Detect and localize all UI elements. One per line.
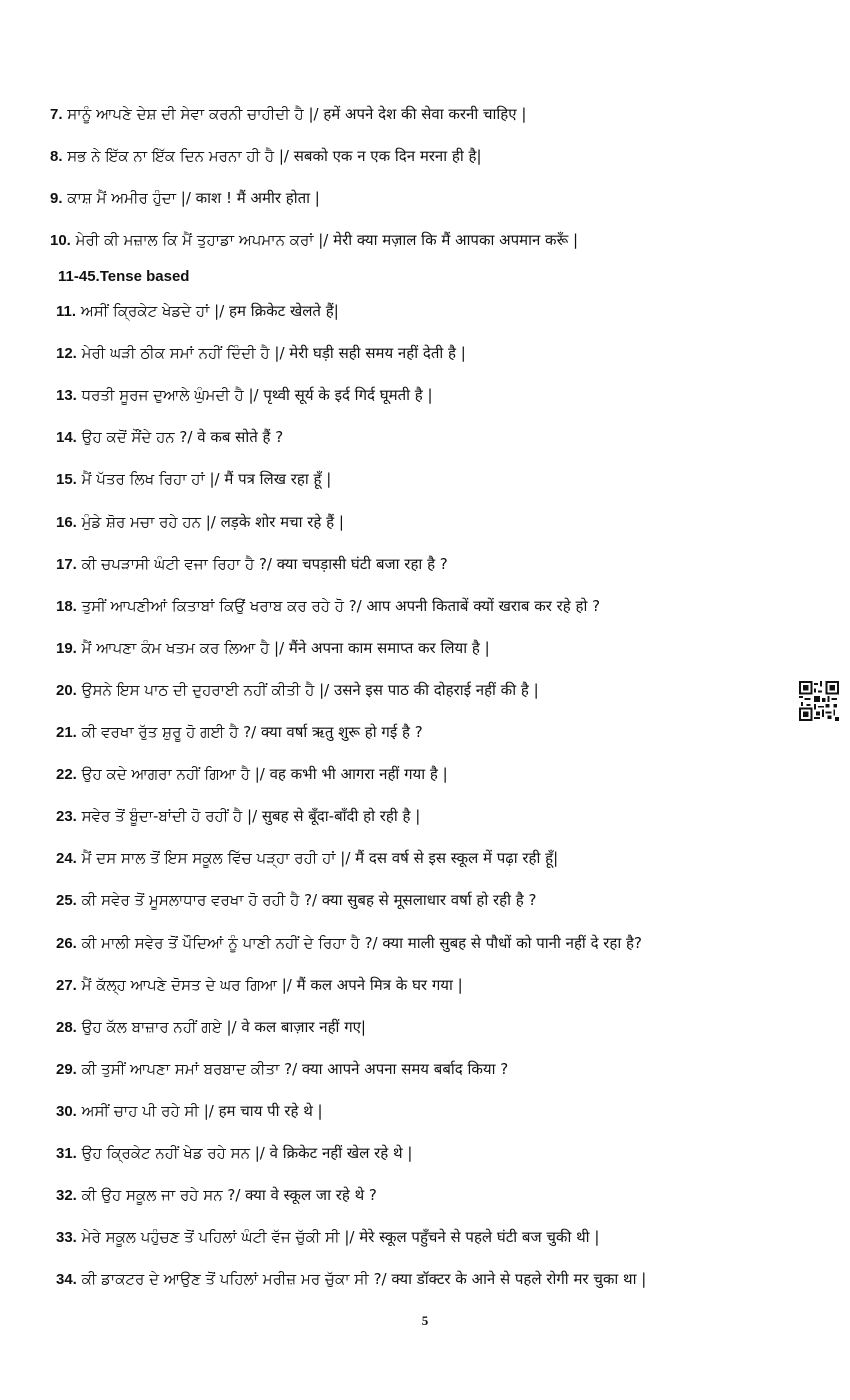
sentence-text: ਉਹ ਕੱਲ ਬਾਜ਼ਾਰ ਨਹੀਂ ਗਏ |/ वे कल बाज़ार नहीं गए| [81,1018,366,1036]
sentence-text: ਕੀ ਮਾਲੀ ਸਵੇਰ ਤੋਂ ਪੌਦਿਆਂ ਨੂੰ ਪਾਣੀ ਨਹੀਂ ਦੇ ਰਿਹਾ ਹੈ ?/ क्या माली सुबह से पौधों को पानी नहीं दे रहा है? [81,934,642,952]
sentence-line [56,806,790,827]
sentence-number: 11. [56,303,77,320]
sentence-line [56,933,790,954]
sentence-text: ਮੈਂ ਦਸ ਸਾਲ ਤੋਂ ਇਸ ਸਕੂਲ ਵਿੱਚ ਪੜ੍ਹਾ ਰਹੀ ਹਾਂ |/ मैं दस वर्ष से इस स्कूल में पढ़ा रही हूँ| [81,849,559,867]
sentence-line [56,680,790,701]
sentence-line [56,512,790,533]
sentence-line [56,1017,790,1038]
sentence-line [56,343,790,364]
sentence-number: 19. [56,640,77,657]
sentence-number: 33. [56,1229,77,1246]
sentence-line [50,188,790,209]
sentence-number: 24. [56,850,77,867]
sentence-text: ਸਾਨੂੰ ਆਪਣੇ ਦੇਸ਼ ਦੀ ਸੇਵਾ ਕਰਨੀ ਚਾਹੀਦੀ ਹੈ |/ हमें अपने देश की सेवा करनी चाहिए | [67,105,527,123]
sentence-line [56,427,790,448]
sentence-line [56,1143,790,1164]
sentence-text: ਉਹ ਕਦੇ ਆਗਰਾ ਨਹੀਂ ਗਿਆ ਹੈ |/ वह कभी भी आगरा नहीं गया है | [81,765,448,783]
sentence-number: 20. [56,682,77,699]
sentence-line [56,301,790,322]
sentence-text: ਕੀ ਤੁਸੀਂ ਆਪਣਾ ਸਮਾਂ ਬਰਬਾਦ ਕੀਤਾ ?/ क्या आपने अपना समय बर्बाद किया ? [81,1060,509,1078]
sentence-text: ਮੈਂ ਆਪਣਾ ਕੰਮ ਖਤਮ ਕਰ ਲਿਆ ਹੈ |/ मैंने अपना काम समाप्त कर लिया है | [81,639,490,657]
sentence-text: ਮੇਰੀ ਕੀ ਮਜ਼ਾਲ ਕਿ ਮੈਂ ਤੁਹਾਡਾ ਅਪਮਾਨ ਕਰਾਂ |/ मेरी क्या मज़ाल कि मैं आपका अपमान करूँ | [75,231,579,249]
sentence-text: ਕੀ ਵਰਖਾ ਰੁੱਤ ਸ਼ੁਰੂ ਹੋ ਗਈ ਹੈ ?/ क्या वर्षा ऋतु शुरू हो गई है ? [81,723,423,741]
sentence-text: ਕੀ ਚਪੜਾਸੀ ਘੰਟੀ ਵਜਾ ਰਿਹਾ ਹੈ ?/ क्या चपड़ासी घंटी बजा रहा है ? [81,555,448,573]
sentence-number: 16. [56,514,77,531]
sentence-text: ਮੁੰਡੇ ਸ਼ੋਰ ਮਚਾ ਰਹੇ ਹਨ |/ लड़के शोर मचा रहे हैं | [81,513,344,531]
sentence-line [56,975,790,996]
sentence-number: 18. [56,598,77,615]
sentence-text: ਅਸੀਂ ਕ੍ਰਿਕੇਟ ਖੇਡਦੇ ਹਾਂ |/ हम क्रिकेट खेलते हैं| [80,302,339,320]
sentence-line [56,1185,790,1206]
sentence-line [50,104,790,125]
sentence-line [56,469,790,490]
sentence-line [56,1227,790,1248]
page-number: 5 [421,1313,429,1328]
sentence-text: ਤੁਸੀਂ ਆਪਣੀਆਂ ਕਿਤਾਬਾਂ ਕਿਉਂ ਖਰਾਬ ਕਰ ਰਹੇ ਹੋ ?/ आप अपनी किताबें क्यों खराब कर रहे हो ? [81,597,601,615]
sentence-text: ਮੈਂ ਕੱਲ੍ਹ ਆਪਣੇ ਦੋਸਤ ਦੇ ਘਰ ਗਿਆ |/ मैं कल अपने मित्र के घर गया | [81,976,463,994]
sentence-line [56,1101,790,1122]
sentence-number: 17. [56,556,77,573]
sentence-text: ਸਵੇਰ ਤੋਂ ਬੂੰਦਾ-ਬਾਂਦੀ ਹੋ ਰਹੀਂ ਹੈ |/ सुबह से बूँदा-बाँदी हो रही है | [81,807,421,825]
sentence-number: 34. [56,1271,77,1288]
sentence-number: 14. [56,429,77,446]
sentence-text: ਉਹ ਕਦੋਂ ਸੌਂਦੇ ਹਨ ?/ वे कब सोते हैं ? [81,428,284,446]
sentence-line [56,554,790,575]
sentence-number: 15. [56,471,77,488]
sentence-text: ਮੇਰੇ ਸਕੂਲ ਪਹੁੰਚਣ ਤੋਂ ਪਹਿਲਾਂ ਘੰਟੀ ਵੱਜ ਚੁੱਕੀ ਸੀ |/ मेरे स्कूल पहुँचने से पहले घंटी बज चुकी थी | [81,1228,600,1246]
sentence-number: 10. [50,232,71,249]
sentence-number: 27. [56,977,77,994]
sentence-line [56,638,790,659]
qr-code-icon [799,681,839,721]
sentence-number: 30. [56,1103,77,1120]
section-heading: 11-45.Tense based [58,268,190,285]
sentence-line [50,146,790,167]
sentence-text: ਉਹ ਕ੍ਰਿਕੇਟ ਨਹੀਂ ਖੇਡ ਰਹੇ ਸਨ |/ वे क्रिकेट नहीं खेल रहे थे | [81,1144,413,1162]
sentence-number: 7. [50,106,63,123]
sentence-text: ਕੀ ਉਹ ਸਕੂਲ ਜਾ ਰਹੇ ਸਨ ?/ क्या वे स्कूल जा रहे थे ? [81,1186,377,1204]
sentence-number: 23. [56,808,77,825]
sentence-line [56,890,790,911]
sentence-text: ਮੇਰੀ ਘੜੀ ਠੀਕ ਸਮਾਂ ਨਹੀਂ ਦਿੰਦੀ ਹੈ |/ मेरी घड़ी सही समय नहीं देती है | [81,344,466,362]
sentence-text: ਕਾਸ਼ ਮੈਂ ਅਮੀਰ ਹੁੰਦਾ |/ काश ! मैं अमीर होता | [67,189,320,207]
sentence-number: 29. [56,1061,77,1078]
sentence-text: ਅਸੀਂ ਚਾਹ ਪੀ ਰਹੇ ਸੀ |/ हम चाय पी रहे थे | [81,1102,323,1120]
sentence-number: 31. [56,1145,77,1162]
sentence-number: 8. [50,148,63,165]
sentence-text: ਕੀ ਸਵੇਰ ਤੋਂ ਮੂਸਲਾਧਾਰ ਵਰਖਾ ਹੋ ਰਹੀ ਹੈ ?/ क्या सुबह से मूसलाधार वर्षा हो रही है ? [81,891,537,909]
sentence-text: ਮੈਂ ਪੱਤਰ ਲਿਖ ਰਿਹਾ ਹਾਂ |/ मैं पत्र लिख रहा हूँ | [81,470,332,488]
sentence-line [56,722,790,743]
sentence-number: 22. [56,766,77,783]
sentence-line [56,764,790,785]
sentence-number: 9. [50,190,63,207]
sentence-line [56,596,790,617]
sentence-line [56,848,790,869]
sentence-number: 28. [56,1019,77,1036]
sentence-number: 12. [56,345,77,362]
sentence-line [56,1059,790,1080]
sentence-line [56,385,790,406]
sentence-text: ਉਸਨੇ ਇਸ ਪਾਠ ਦੀ ਦੁਹਰਾਈ ਨਹੀਂ ਕੀਤੀ ਹੈ |/ उसने इस पाठ की दोहराई नहीं की है | [81,681,539,699]
sentence-text: ਸਭ ਨੇ ਇੱਕ ਨਾ ਇੱਕ ਦਿਨ ਮਰਨਾ ਹੀ ਹੈ |/ सबको एक न एक दिन मरना ही है| [67,147,482,165]
sentence-number: 13. [56,387,77,404]
sentence-number: 21. [56,724,77,741]
sentence-line [56,1269,790,1290]
sentence-number: 25. [56,892,77,909]
sentence-text: ਧਰਤੀ ਸੂਰਜ ਦੁਆਲੇ ਘੁੰਮਦੀ ਹੈ |/ पृथ्वी सूर्य के इर्द गिर्द घूमती है | [81,386,433,404]
sentence-number: 32. [56,1187,77,1204]
sentence-line [50,230,790,251]
sentence-text: ਕੀ ਡਾਕਟਰ ਦੇ ਆਉਣ ਤੋਂ ਪਹਿਲਾਂ ਮਰੀਜ਼ ਮਰ ਚੁੱਕਾ ਸੀ ?/ क्या डॉक्टर के आने से पहले रोगी मर चुका था | [81,1270,647,1288]
sentence-number: 26. [56,935,77,952]
